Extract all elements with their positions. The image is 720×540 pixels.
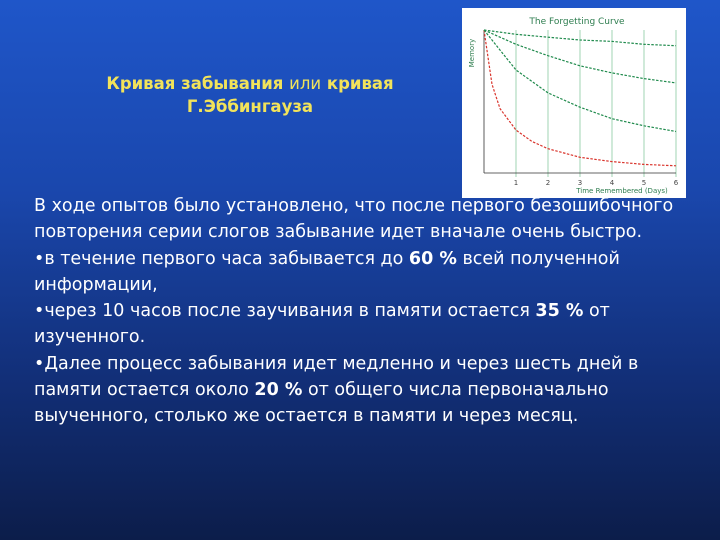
chart-background: [462, 8, 686, 198]
title-part2: кривая: [326, 74, 394, 93]
chart-x-tick-label: 2: [545, 179, 551, 187]
title-line2: Г.Эббингауза: [186, 97, 314, 116]
bullet2-value: 35 %: [535, 301, 584, 322]
bullet2-text-post: от изученного.: [34, 301, 610, 348]
bullet3-text-post: от общего числа первоначально выученного, столько же остается в памяти и через месяц.: [34, 380, 609, 427]
forgetting-curve-chart: [462, 8, 686, 198]
bullet1-text-pre: в течение первого часа забывается до: [44, 248, 409, 269]
bullet-item-1: [34, 246, 694, 299]
chart-x-label: Time Remembered (Days): [576, 187, 668, 195]
chart-x-tick-label: 3: [577, 179, 583, 187]
title-part1: Кривая забывания: [106, 74, 284, 93]
bullet3-text-pre: Далее процесс забывания идет медленно и через шесть дней в памяти остается около: [34, 353, 639, 401]
chart-y-label: Memory: [468, 38, 476, 68]
intro-paragraph: В ходе опытов было установлено, что после первого безошибочного повторения серии слогов забывание идет вначале очень быстро.: [34, 196, 674, 243]
chart-x-tick-label: 5: [641, 179, 647, 187]
bullet-item-3: [34, 351, 694, 430]
bullet-marker: •: [34, 248, 45, 269]
slide-body: [34, 193, 694, 430]
bullet1-text-post: всей полученной информации,: [34, 248, 620, 295]
chart-x-tick-label: 1: [513, 179, 519, 187]
slide-title: [50, 72, 450, 118]
title-connector: или: [289, 74, 322, 93]
bullet2-text-pre: через 10 часов после заучивания в памяти остается: [44, 301, 536, 322]
bullet-marker: •: [34, 301, 45, 322]
chart-x-tick-label: 6: [673, 179, 679, 187]
bullet3-value: 20 %: [254, 380, 303, 401]
bullet-item-2: [34, 298, 694, 351]
bullet1-value: 60 %: [408, 248, 457, 269]
chart-x-tick-label: 4: [609, 179, 615, 187]
bullet-marker: •: [34, 353, 45, 374]
chart-title: The Forgetting Curve: [529, 17, 625, 27]
